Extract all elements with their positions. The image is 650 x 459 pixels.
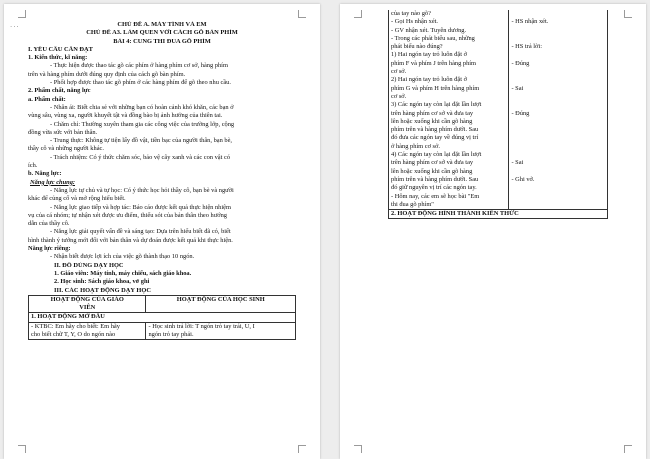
body-text: thầy cô và những người khác.: [28, 145, 104, 153]
cell-text: [511, 51, 605, 59]
cell-text: [511, 201, 605, 209]
body-text: - Nhân ái: Biết chia sẻ với những bạn có hoàn cảnh khó khăn, các bạn ở: [50, 103, 234, 111]
subsection-heading: Năng lực chung:: [30, 178, 76, 186]
cell-text: [511, 193, 605, 201]
cell-text: [511, 134, 605, 142]
body-text: - Trách nhiệm: Có ý thức chăm sóc, bảo vệ cây xanh và các con vật có: [50, 153, 231, 161]
subtopic-title: CHỦ ĐỀ A3. LÀM QUEN VỚI CÁCH GÕ BÀN PHÍM: [86, 29, 238, 37]
subsection-heading: 2. Học sinh: Sách giáo khoa, vở ghi: [54, 278, 150, 286]
table-section-heading: 2. HOẠT ĐỘNG HÌNH THÀNH KIẾN THỨC: [389, 210, 608, 219]
body-text: - Năng lực giải quyết vấn đề và sáng tạo: Dựa trên hiểu biết đã có, biết: [50, 228, 231, 236]
cell-text: [511, 10, 605, 18]
cell-text: [511, 168, 605, 176]
cell-text: phím F và phím J trên hàng phím: [391, 59, 477, 67]
cell-text: - Đúng: [511, 109, 530, 117]
document-page-1: [4, 4, 320, 459]
cell-text: [511, 184, 605, 192]
cell-text: đó giữ nguyên vị trí các ngón tay.: [391, 184, 477, 192]
cell-text: [511, 143, 605, 151]
cell-text: cơ sở.: [391, 68, 407, 76]
cell-text: đó đưa các ngón tay về đúng vị trí: [391, 134, 479, 142]
cell-text: [511, 68, 605, 76]
cell-text: [511, 118, 605, 126]
cell-text: của tay nào gõ?: [391, 10, 431, 17]
table-section-row: [29, 313, 296, 322]
paragraph-anchor-icon: ···: [10, 23, 20, 31]
page-1-body: [28, 21, 296, 340]
header-text: VIÊN: [79, 304, 96, 312]
cell-text: [511, 27, 605, 35]
cell-text: - Ghi vở.: [511, 175, 535, 183]
cell-text: phím G và phím H trên hàng phím: [391, 84, 480, 92]
cell-text: phím trên và hàng phím dưới. Sau: [391, 175, 479, 183]
topic-title: CHỦ ĐỀ A. MÁY TÍNH VÀ EM: [117, 21, 207, 28]
cell-text: 3) Các ngón tay còn lại đặt lần lượt: [391, 101, 482, 109]
body-text: hình thành ý tưởng mới đối với bản thân và dự đoán được kết quả khi thực hiện.: [28, 236, 233, 244]
crop-mark-bottom-right: [624, 445, 632, 453]
cell-text: 1) Hai ngón tay trỏ luôn đặt ở: [391, 51, 467, 59]
body-text: - Năng lực tự chủ và tự học: Có ý thức học hỏi thầy cô, bạn bè và người: [50, 186, 234, 194]
cell-text: - HS trả lời:: [511, 43, 542, 51]
subsection-heading: 1. Giáo viên: Máy tính, máy chiếu, sách giáo khoa.: [54, 269, 192, 277]
teacher-activity-cell: [389, 10, 509, 210]
cell-text: - Sai: [511, 159, 524, 167]
body-text: - Nhận biết được lợi ích của việc gõ thành thạo 10 ngón.: [50, 253, 195, 261]
cell-text: lên hoặc xuống khi cần gõ hàng: [391, 117, 473, 125]
body-text: ích.: [28, 162, 38, 170]
crop-mark-bottom-right: [298, 445, 306, 453]
cell-text: 4) Các ngón tay còn lại đặt lần lượt: [391, 151, 482, 159]
student-activity-cell: [509, 10, 608, 210]
table-row: [29, 322, 296, 340]
subsection-heading: 1. Kiến thức, kĩ năng:: [28, 54, 88, 62]
cell-text: - Trong các phát biểu sau, những: [391, 34, 475, 42]
cell-text: [511, 151, 605, 159]
cell-text: trên hàng phím cơ sở và đưa tay: [391, 109, 474, 117]
subsection-heading: 2. Phẩm chất, năng lực: [28, 87, 91, 95]
section-heading: I. YÊU CẦU CẦN ĐẠT: [28, 45, 93, 53]
cell-text: phím trên và hàng phím dưới. Sau: [391, 126, 479, 134]
cell-text: ở hàng phím cơ sở.: [391, 142, 441, 150]
teacher-activity-cell: [29, 322, 146, 340]
body-text: - Trung thực: Không tự tiện lấy đồ vật, tiền bạc của người thân, bạn bè,: [50, 137, 233, 145]
cell-text: [511, 76, 605, 84]
table-header-teacher: [29, 295, 146, 313]
table-section-row: [389, 210, 608, 219]
lesson-title: BÀI 4: CUNG THI ĐUA GÕ PHÍM: [113, 37, 211, 45]
cell-text: ngón trỏ tay phải.: [148, 330, 194, 338]
crop-mark-bottom-left: [354, 445, 362, 453]
table-section-heading: 1. HOẠT ĐỘNG MỞ ĐẦU: [29, 313, 296, 322]
cell-text: [511, 126, 605, 134]
table-header-row: [29, 295, 296, 313]
subsection-heading: Năng lực riêng:: [28, 245, 71, 253]
section-heading: III. CÁC HOẠT ĐỘNG DẠY HỌC: [54, 286, 151, 294]
body-text: trên và hàng phím dưới đúng quy định của cách gõ bàn phím.: [28, 70, 186, 78]
cell-text: phát biểu nào đúng?: [391, 43, 443, 51]
cell-text: [511, 101, 605, 109]
crop-mark-top-left: [354, 10, 362, 18]
table-header-student: [146, 295, 296, 313]
subsection-heading: a. Phẩm chất:: [28, 95, 66, 103]
header-text: HOẠT ĐỘNG CỦA HỌC SINH: [176, 295, 265, 303]
document-page-2: [340, 4, 646, 459]
table-row: [389, 10, 608, 210]
activities-table-continued: [388, 10, 608, 219]
body-text: - Phối hợp được thao tác gõ phím ở các hàng phím để gõ theo nhu cầu.: [50, 79, 231, 87]
cell-text: 2) Hai ngón tay trỏ luôn đặt ở: [391, 76, 467, 84]
body-text: - Chăm chỉ: Thường xuyên tham gia các công việc của trường lớp, cộng: [50, 120, 235, 128]
cell-text: - KTBC: Em hãy cho biết: Em hãy: [31, 322, 120, 330]
cell-text: cơ sở.: [391, 92, 407, 100]
crop-mark-top-right: [298, 10, 306, 18]
cell-text: [511, 93, 605, 101]
cell-text: [511, 35, 605, 43]
body-text: - Năng lực giao tiếp và hợp tác: Báo cáo được kết quả thực hiện nhiệm: [50, 203, 231, 211]
body-text: - Thực hiện được thao tác gõ các phím ở hàng phím cơ sở, hàng phím: [50, 62, 228, 70]
subsection-heading: b. Năng lực:: [28, 170, 62, 178]
student-activity-cell: [146, 322, 296, 340]
crop-mark-top-left: [18, 10, 26, 18]
cell-text: lên hoặc xuống khi cần gõ hàng: [391, 167, 473, 175]
cell-text: thi đua gõ phím": [391, 200, 434, 208]
cell-text: trên hàng phím cơ sở và đưa tay: [391, 159, 474, 167]
cell-text: cho biết chữ T, Y, O do ngón nào: [31, 330, 116, 338]
activities-table: [28, 295, 296, 340]
cell-text: - HS nhận xét.: [511, 18, 549, 26]
cell-text: - Sai: [511, 84, 524, 92]
body-text: khác để củng cố và mở rộng hiểu biết.: [28, 195, 126, 203]
header-text: HOẠT ĐỘNG CỦA GIÁO: [50, 295, 124, 303]
cell-text: - Học sinh trả lời: T ngón trỏ tay trái, U, I: [148, 322, 255, 330]
cell-text: - Gọi Hs nhận xét.: [391, 18, 439, 26]
cell-text: - Hôm nay, các em sẽ học bài "Em: [391, 192, 480, 200]
section-heading: II. ĐỒ DÙNG DẠY HỌC: [54, 261, 124, 269]
crop-mark-bottom-left: [18, 445, 26, 453]
page-2-body: [388, 10, 608, 219]
body-text: dẫn của thầy cô.: [28, 220, 70, 228]
body-text: vụ của cá nhóm; tự nhận xét được ưu điểm, thiếu sót của bản thân theo hướng: [28, 211, 227, 219]
body-text: đồng vừa sức với bản thân.: [28, 128, 98, 136]
cell-text: - Đúng: [511, 59, 530, 67]
body-text: vùng sâu, vùng xa, người khuyết tật và đồng bào bị ảnh hưởng của thiên tai.: [28, 112, 223, 120]
crop-mark-top-right: [624, 10, 632, 18]
cell-text: - GV nhận xét. Tuyên dương.: [391, 26, 467, 34]
